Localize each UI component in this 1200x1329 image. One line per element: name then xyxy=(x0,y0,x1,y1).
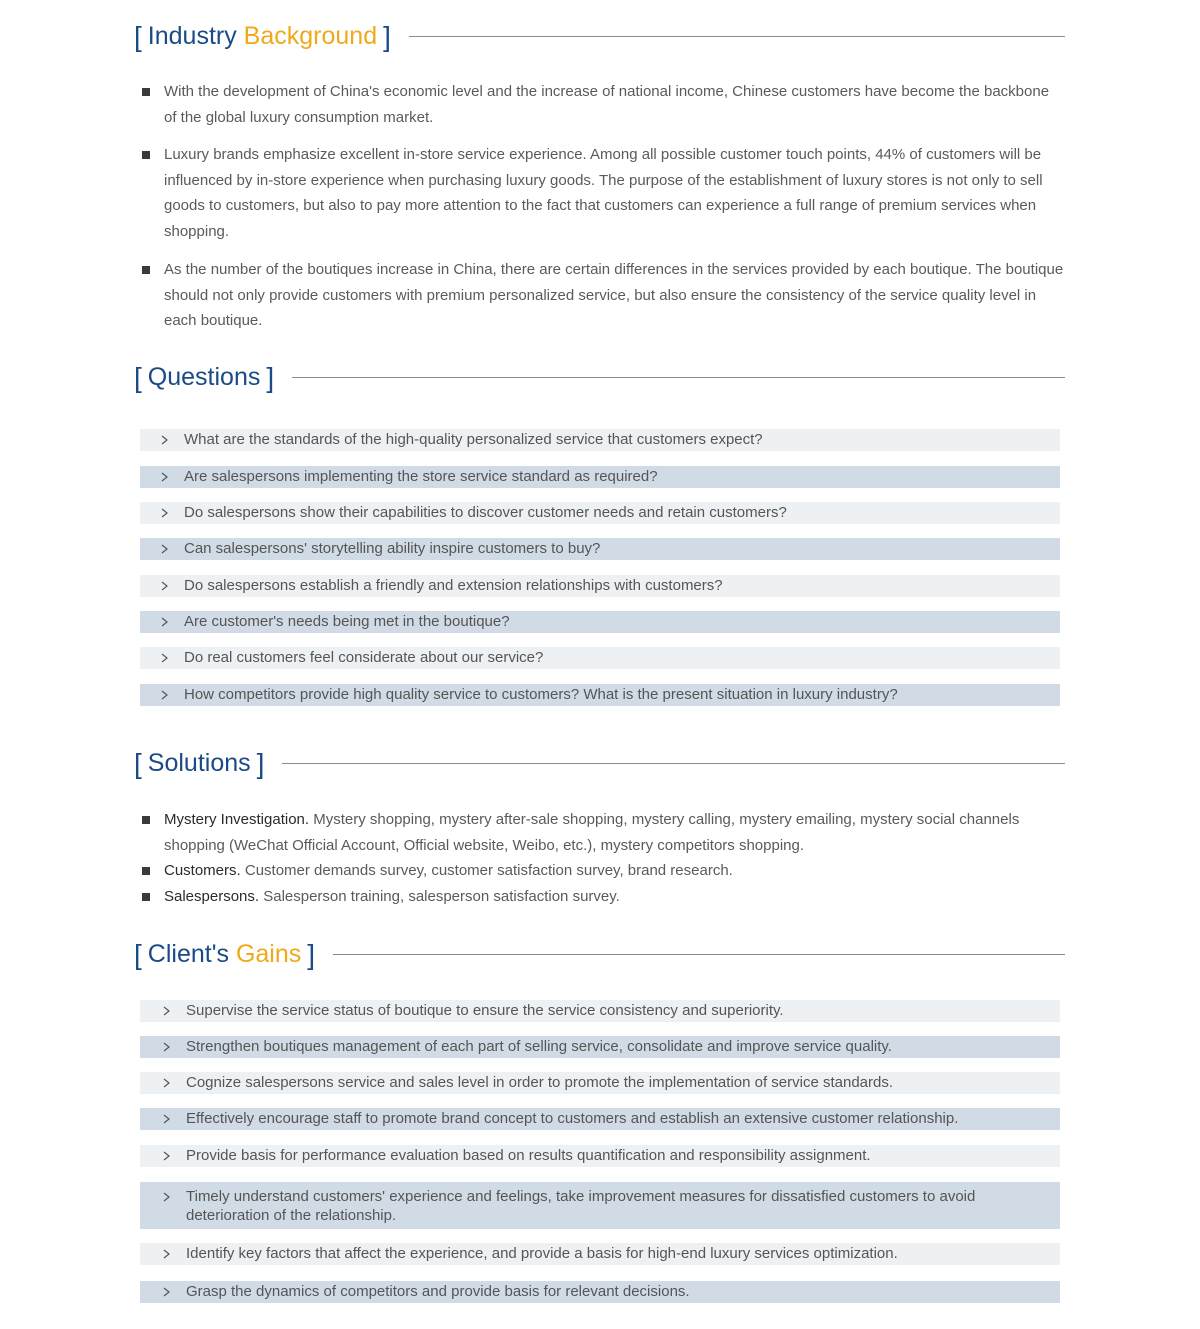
square-bullet-icon xyxy=(142,867,150,875)
list-item: Luxury brands emphasize excellent in-store service experience. Among all possible customer touch points, 44% of customers will be influenced by in-store experience when purchasing luxury goods. The purpose of the establishment of luxury stores is not only to sell goods to customers, but also to pay more attention to the fact that customers can experience a full range of premium services when shopping. xyxy=(140,142,1065,244)
section-title xyxy=(134,749,264,778)
chevron-right-icon xyxy=(162,1006,172,1016)
left-bracket-icon: [ xyxy=(134,20,142,52)
left-bracket-icon: [ xyxy=(134,361,142,393)
gain-row: Supervise the service status of boutique to ensure the service consistency and superiority. xyxy=(140,1000,1060,1022)
title-part2: Background xyxy=(243,22,378,50)
gain-row: Timely understand customers' experience and feelings, take improvement measures for dissatisfied customers to avoid deterioration of the relationship. xyxy=(140,1182,1060,1229)
question-row: How competitors provide high quality service to customers? What is the present situation in luxury industry? xyxy=(140,684,1060,706)
square-bullet-icon xyxy=(142,266,150,274)
gain-row: Provide basis for performance evaluation based on results quantification and responsibility assignment. xyxy=(140,1145,1060,1167)
list-item: As the number of the boutiques increase in China, there are certain differences in the services provided by each boutique. The boutique should not only provide customers with premium personalized service, but also ensure the consistency of the service quality level in each boutique. xyxy=(140,257,1065,334)
left-bracket-icon: [ xyxy=(134,938,142,970)
industry-background-header xyxy=(134,22,1065,51)
chevron-right-icon xyxy=(162,1114,172,1124)
gain-row: Grasp the dynamics of competitors and provide basis for relevant decisions. xyxy=(140,1281,1060,1303)
question-row: Are customer's needs being met in the boutique? xyxy=(140,611,1060,633)
square-bullet-icon xyxy=(142,816,150,824)
right-bracket-icon: ] xyxy=(383,20,391,52)
question-row: Do salespersons show their capabilities to discover customer needs and retain customers? xyxy=(140,502,1060,524)
chevron-right-icon xyxy=(160,690,170,700)
question-row: Do salespersons establish a friendly and extension relationships with customers? xyxy=(140,575,1060,597)
section-title xyxy=(134,940,315,969)
right-bracket-icon: ] xyxy=(256,747,265,779)
list-item: Customers. Customer demands survey, customer satisfaction survey, brand research. xyxy=(140,858,1065,884)
divider-line xyxy=(292,377,1065,378)
clients-gains-header xyxy=(134,940,1065,969)
chevron-right-icon xyxy=(160,581,170,591)
title-part1: Client's xyxy=(147,940,229,968)
questions-header xyxy=(134,363,1065,392)
square-bullet-icon xyxy=(142,151,150,159)
left-bracket-icon: [ xyxy=(134,747,142,779)
chevron-right-icon xyxy=(160,472,170,482)
list-item: Salespersons. Salesperson training, salesperson satisfaction survey. xyxy=(140,884,1065,910)
chevron-right-icon xyxy=(160,544,170,554)
right-bracket-icon: ] xyxy=(307,938,316,970)
chevron-right-icon xyxy=(162,1287,172,1297)
section-title xyxy=(134,363,274,392)
square-bullet-icon xyxy=(142,88,150,96)
gain-row: Cognize salespersons service and sales level in order to promote the implementation of service standards. xyxy=(140,1072,1060,1094)
chevron-right-icon xyxy=(162,1042,172,1052)
gain-row: Strengthen boutiques management of each part of selling service, consolidate and improve service quality. xyxy=(140,1036,1060,1058)
gain-row: Identify key factors that affect the experience, and provide a basis for high-end luxury services optimization. xyxy=(140,1243,1060,1265)
chevron-right-icon xyxy=(162,1249,172,1259)
chevron-right-icon xyxy=(162,1078,172,1088)
question-row: Are salespersons implementing the store service standard as required? xyxy=(140,466,1060,488)
list-item: Mystery Investigation. Mystery shopping, mystery after-sale shopping, mystery calling, mystery emailing, mystery social channels shopping (WeChat Official Account, Official website, Weibo, etc.), mystery competitors shopping. xyxy=(140,807,1065,858)
question-row: What are the standards of the high-quality personalized service that customers expect? xyxy=(140,429,1060,451)
divider-line xyxy=(409,36,1065,37)
square-bullet-icon xyxy=(142,893,150,901)
title-text: Solutions xyxy=(147,749,251,777)
question-row: Do real customers feel considerate about our service? xyxy=(140,647,1060,669)
divider-line xyxy=(333,954,1065,955)
question-row: Can salespersons' storytelling ability inspire customers to buy? xyxy=(140,538,1060,560)
divider-line xyxy=(282,763,1065,764)
gain-row: Effectively encourage staff to promote brand concept to customers and establish an extensive customer relationship. xyxy=(140,1108,1060,1130)
chevron-right-icon xyxy=(160,508,170,518)
chevron-right-icon xyxy=(162,1192,172,1202)
right-bracket-icon: ] xyxy=(266,361,275,393)
title-part2: Gains xyxy=(235,940,302,968)
background-list xyxy=(140,79,1065,334)
chevron-right-icon xyxy=(160,653,170,663)
chevron-right-icon xyxy=(160,617,170,627)
section-title xyxy=(134,22,391,51)
list-item: With the development of China's economic level and the increase of national income, Chinese customers have become the backbone of the global luxury consumption market. xyxy=(140,79,1065,130)
chevron-right-icon xyxy=(162,1151,172,1161)
solutions-list xyxy=(140,807,1065,909)
solutions-header xyxy=(134,749,1065,778)
chevron-right-icon xyxy=(160,435,170,445)
title-text: Questions xyxy=(147,363,261,391)
title-part1: Industry xyxy=(147,22,237,50)
